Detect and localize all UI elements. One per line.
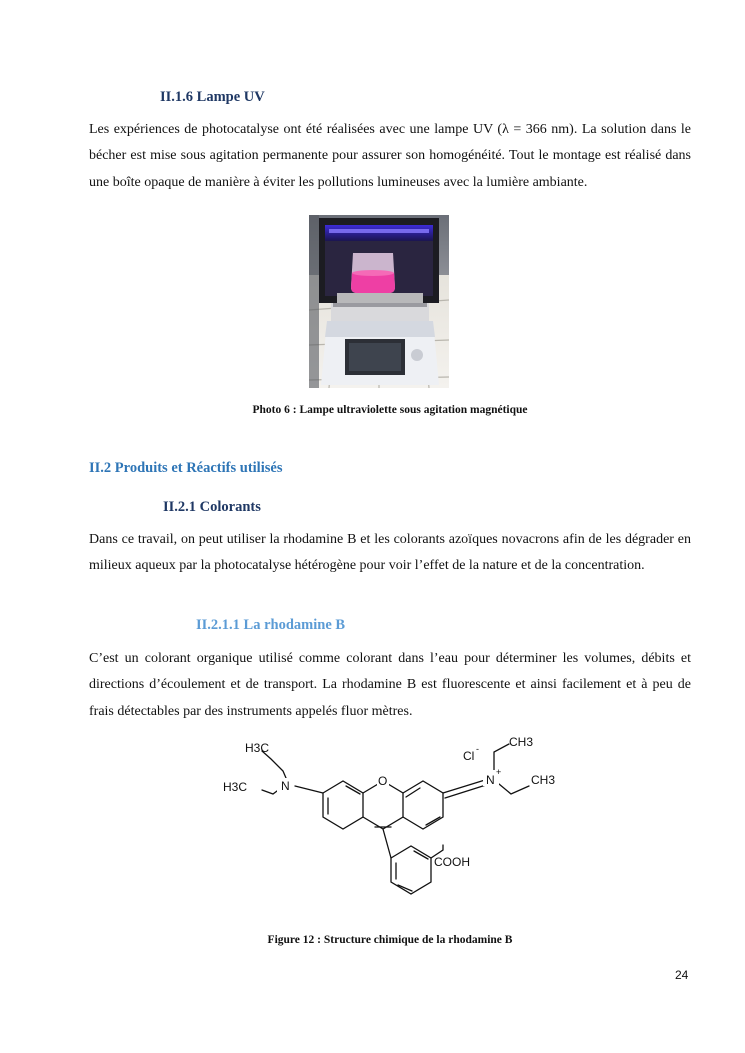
- n-right-label: N: [486, 773, 495, 787]
- paragraph-lampe-uv: Les expériences de photocatalyse ont été réalisées avec une lampe UV (λ = 366 nm). La solution dans le bécher est mise sous agitation permanente pour assurer son homogénéité. Tout le montage est réalisé dans une boîte opaque de manière à éviter les pollutions lumineuses avec la lumière ambiante.: [89, 122, 691, 190]
- heading-rhodamine-b: II.2.1.1 La rhodamine B: [196, 617, 346, 633]
- chloride-charge: -: [476, 744, 479, 754]
- page-number: 24: [675, 968, 689, 982]
- chloride-label: Cl: [463, 749, 475, 763]
- ch3-bottom-left-label: H3C: [223, 780, 248, 794]
- uv-lamp-photo: [309, 215, 449, 388]
- ch3-top-right-label: CH3: [509, 735, 534, 749]
- oxygen-label: O: [378, 774, 388, 788]
- paragraph-colorants: Dans ce travail, on peut utiliser la rhodamine B et les colorants azoïques novacrons afin de les dégrader en milieux aqueux par la photocatalyse hétérogène pour voir l’effet de la nature et de la concentration.: [89, 532, 691, 574]
- rhodamine-b-structure: [215, 728, 575, 918]
- heading-lampe-uv: II.1.6 Lampe UV: [160, 89, 265, 105]
- photo-caption: Photo 6 : Lampe ultraviolette sous agitation magnétique: [252, 404, 528, 416]
- cooh-label: COOH: [434, 855, 470, 869]
- ch3-top-left-label: H3C: [245, 741, 270, 755]
- ch3-right-label: CH3: [531, 773, 556, 787]
- n-left-label: N: [281, 779, 290, 793]
- figure-caption: Figure 12 : Structure chimique de la rhodamine B: [267, 934, 513, 946]
- n-right-charge: +: [496, 767, 502, 777]
- paragraph-rhodamine-b: C’est un colorant organique utilisé comme colorant dans l’eau pour déterminer les volumes, débits et directions d’écoulement et de transport. La rhodamine B est fluorescente et ainsi facilement et à peu de frais détectables par des instruments appelés fluor mètres.: [89, 651, 691, 719]
- heading-produits-reactifs: II.2 Produits et Réactifs utilisés: [89, 460, 283, 476]
- heading-colorants: II.2.1 Colorants: [163, 499, 261, 515]
